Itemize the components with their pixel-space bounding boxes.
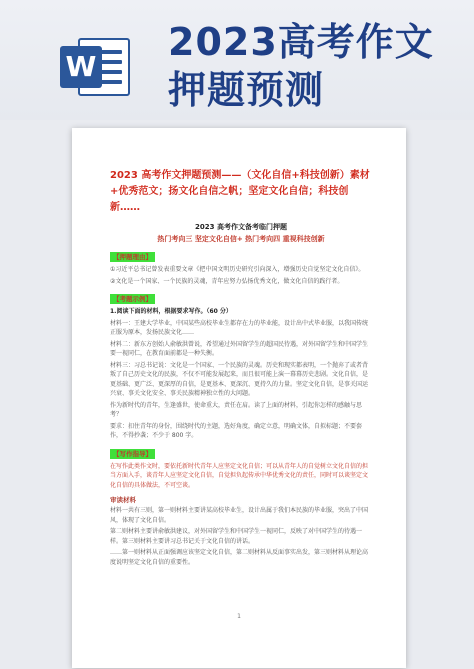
question: 1.阅读下面的材料，根据要求写作。（60 分） [110,308,232,315]
title-line-2: 押题预测 [168,68,325,112]
document-subtitle-2: 热门考向三 坚定文化自信+ 热门考向四 重视科技创新 [157,235,325,243]
analysis-2: 第二则材料主要讲俞敏洪建议，对外国留学生和中国学生一视同仁，反映了对中国学生的待遇一样。第三则材料主要讲习总书记关于文化自信的讲话。 [110,528,363,545]
analysis-3: ……第一则材料从正面强调应该坚定文化自信，第二则材料从反面事实出发，第三则材料从理论高度说明坚定文化自信的重要性。 [110,549,369,566]
document-preview[interactable] [72,128,406,668]
page-number: 1 [237,613,241,620]
material-3: 材料三：习总书记说：文化是一个国家、一个民族的灵魂。历史和现实都表明，一个抛弃了或者背叛了自己历史文化的民族，不仅不可能发展起来，而且很可能上演一幕幕历史悲剧。文化自信，是更基础、更广泛、更深厚的自信，是更基本、更深沉、更持久的力量。坚定文化自信，是事关国运兴衰、事关文化安全、事关民族精神独立性的大问题。 [110,361,369,397]
material-1: 材料一：王建大学毕业，中国某些高校毕业生都存在力的毕业能，设计出中式毕业服，以我国传统正服为原本，发扬民族文化…… [110,319,369,336]
page-title [168,18,468,114]
requirements: 要求：扣住青年的身份，围绕时代的主题，选好角度，确定立意，明确文体，自拟标题；不要套作，不得抄袭；不少于 800 字。 [110,422,363,439]
analysis-1: 材料一共有三则，第一则材料主要讲某高校毕业生，设计出属于我们本民族的毕业服，突出了中国风，体现了文化自信。 [110,507,369,524]
paragraph: ②文化是一个国家、一个民族的灵魂，青年应努力弘扬优秀文化，做文化自信的践行者。 [110,277,344,285]
title-line-1: 2023高考作文 [168,20,434,64]
section-tag-reason: 【押题理由】 [110,252,155,262]
paragraph: ①习近平总书记曾发表重要文章《把中国文明历史研究引向深入，增强历史自觉坚定文化自信》。 [110,266,365,273]
section-tag-example: 【考题示例】 [110,294,155,304]
document-headline: 2023 高考作文押题预测——（文化自信+科技创新）素材+优秀范文；扬文化自信之帆；坚定文化自信；科技创新…… [110,170,370,213]
material-2: 材料二：新东方创始人俞敏洪曾说，希望通过外国留学生的超国民待遇，对外国留学生和中国学生要一视同仁，在教育面前都是一种失衡。 [110,340,369,357]
material-4: 作为新时代的青年，生逢盛世，使命重大，责任在肩。读了上面的材料，引起你怎样的感触与思考？ [110,401,363,418]
word-logo-icon [60,38,132,96]
document-content [110,168,372,567]
section-heading: 审读材料 [110,496,136,504]
document-subtitle: 2023 高考作文备考临门押题 [195,223,287,231]
guide-paragraph: 在写作此类作文时，要依托新时代青年人应坚定文化自信；可以从青年人的自觉树立文化自信的担当方面入手，谈青年人应坚定文化自信，自觉担负起传承中华优秀文化的责任，同时可以谈坚定文化自信的具体做法，不可空谈。 [110,462,369,489]
section-tag-guide: 【写作指导】 [110,449,155,459]
word-badge-icon: W [60,46,102,88]
header-banner [0,0,474,120]
